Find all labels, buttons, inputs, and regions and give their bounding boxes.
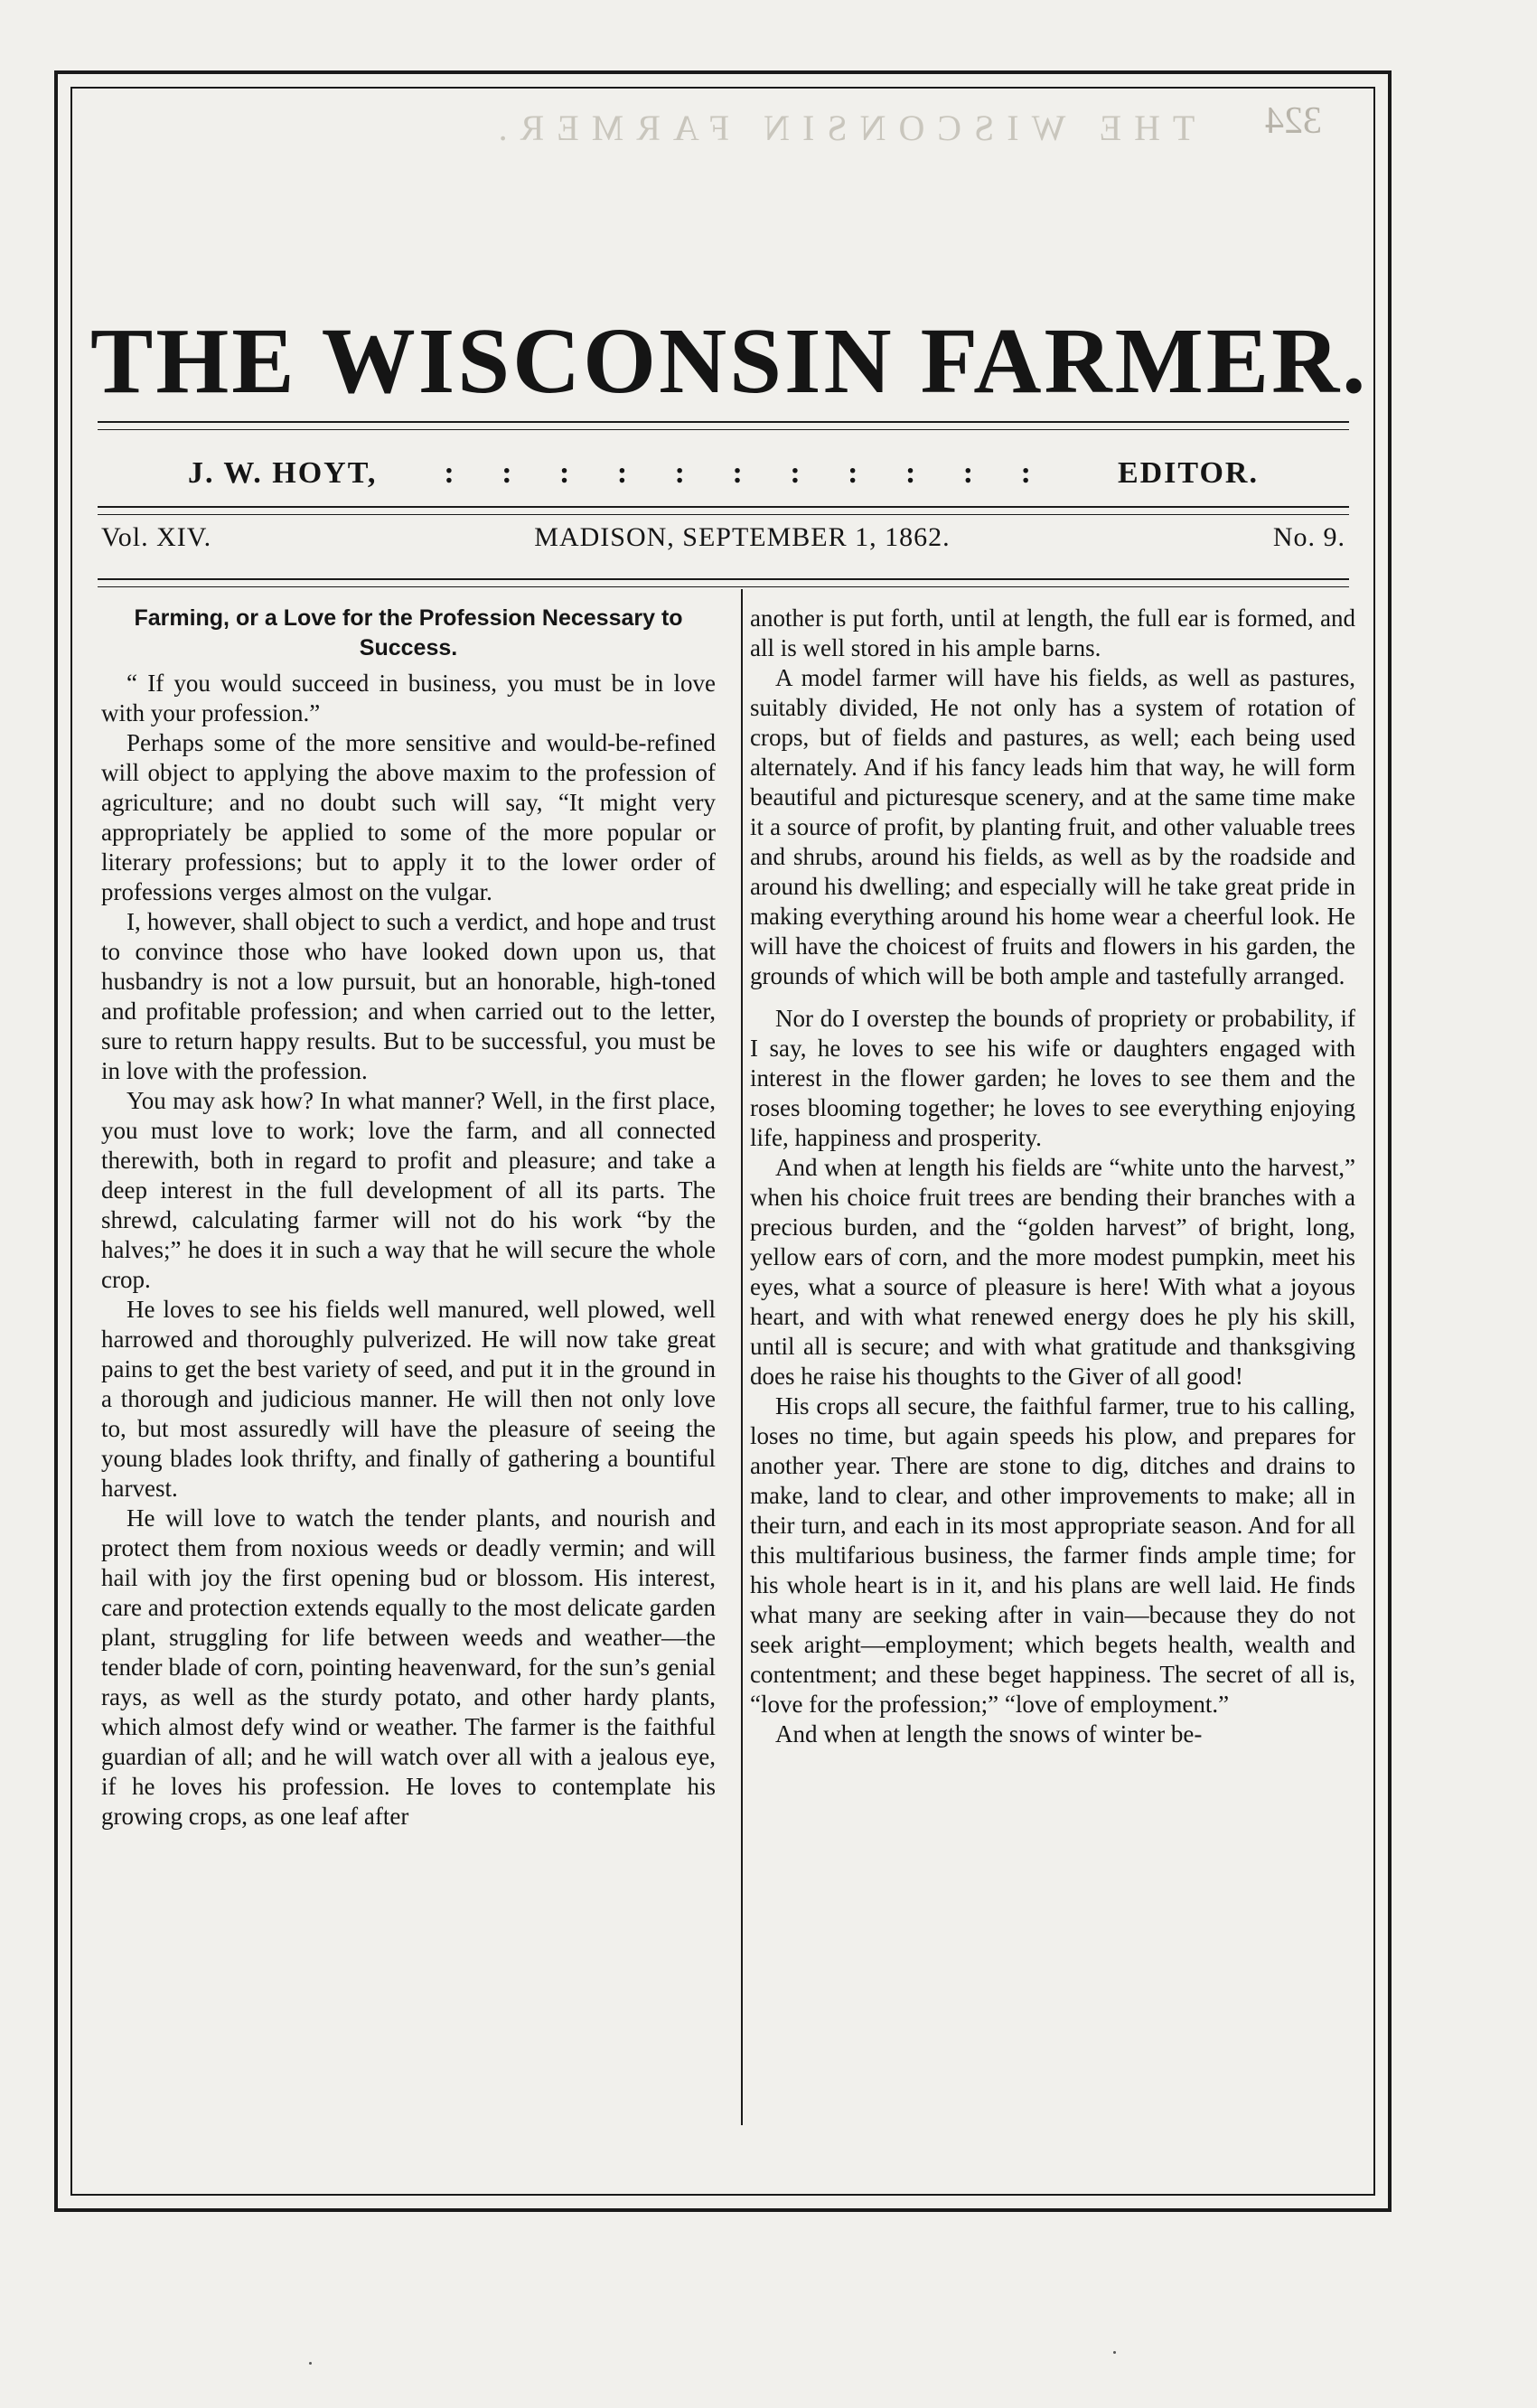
article-paragraph: His crops all secure, the faithful farmer, true to his calling, loses no time, but again speeds his plow, and prepares for another year. There are stone to dig, ditches and drains to make, land to clear, and other improvements to make; all in their turn, and each in its most appropriate season. And for all this multifarious business, the farmer finds ample time; for his whole heart is in it, and his plans are well laid. He finds what many are seeking after in vain—because they do not seek aright—employment; which begets health, wealth and contentment; and these beget happiness. The secret of all is, “love for the profession;” “love of employment.” (750, 1392, 1355, 1718)
editor-name: J. W. HOYT, (188, 456, 378, 490)
editor-title: EDITOR. (1117, 456, 1259, 490)
masthead-rule-top-thin (98, 429, 1349, 430)
volume-label: Vol. XIV. (101, 522, 212, 552)
editor-line (98, 456, 1349, 491)
article-paragraph: “ If you would succeed in business, you must be in love with your profession.” (101, 670, 716, 726)
article-paragraph: another is put forth, until at length, the full ear is formed, and all is well stored in his ample barns. (750, 604, 1355, 661)
editor-rule (98, 506, 1349, 508)
issue-rule-thin (98, 586, 1349, 587)
article-paragraph: And when at length the snows of winter be- (775, 1720, 1203, 1747)
article-paragraph: He will love to watch the tender plants, and nourish and protect them from noxious weeds or deadly vermin; and will hail with joy the first opening bud or blossom. His interest, care and protection extends equally to the most delicate garden plant, struggling for life between weeds and weather—the tender blade of corn, pointing heavenward, for the sun’s genial rays, as well as the sturdy potato, and other hardy plants, which almost defy wind or weather. The farmer is the faithful guardian of all; and he will watch over all with a jealous eye, if he loves his profession. He loves to contemplate his growing crops, as one leaf after (101, 1504, 716, 1830)
article-column-left (101, 604, 716, 1832)
masthead-title: THE WISCONSIN FARMER. (90, 309, 1369, 413)
editor-leader-dots: : : : : : : : : : : : (444, 456, 1051, 490)
article-paragraph: He loves to see his fields well manured, well plowed, well harrowed and thoroughly pulverized. He will now take great pains to get the best variety of seed, and put it in the ground in a thorough and judicious manner. He will then not only love to, but most assuredly will have the pleasure of seeing the young blades look thrifty, and finally of gathering a bountiful harvest. (101, 1296, 716, 1502)
article-column-right (750, 604, 1355, 1749)
article-paragraph: Nor do I overstep the bounds of propriety or probability, if I say, he loves to see his wife or daughters engaged with interest in the flower garden; he loves to see them and the roses blooming together; he loves to see everything enjoying life, happiness and prosperity. (750, 1005, 1355, 1151)
masthead-rule-top (98, 421, 1349, 423)
article-title: Farming, or a Love for the Profession Necessary to Success. (134, 605, 683, 661)
issue-rule (98, 578, 1349, 580)
place-date: MADISON, SEPTEMBER 1, 1862. (534, 522, 951, 552)
article-paragraph: And when at length his fields are “white unto the harvest,” when his choice fruit trees are bending their branches with a precious burden, and the “golden harvest” of bright, long, yellow ears of corn, and the more modest pumpkin, meet his eyes, what a source of pleasure is here! With what a joyous heart, and with what renewed energy does he ply his skill, until all is secure; and with what gratitude and thanksgiving does he raise his thoughts to the Giver of all good! (750, 1154, 1355, 1390)
paper-speck (309, 2362, 312, 2365)
article-paragraph: I, however, shall object to such a verdict, and hope and trust to convince those who have looked down upon us, that husbandry is not a low pursuit, but an honorable, high-toned and profitable profession; and when carried out to the letter, sure to return happy results. But to be successful, you must be in love with the profession. (101, 908, 716, 1084)
bleed-through-page-number: 324 (1265, 100, 1322, 142)
article-paragraph: Perhaps some of the more sensitive and would-be-refined will object to applying the above maxim to the profession of agriculture; and no doubt such will say, “It might very appropriately be applied to some of the more popular or literary professions; but to apply it to the lower order of professions verges almost on the vulgar. (101, 729, 716, 905)
bleed-through-header: THE WISCONSIN FARMER. (485, 108, 1195, 148)
issue-number: No. 9. (1272, 522, 1345, 552)
article-paragraph: A model farmer will have his fields, as well as pastures, suitably divided, He not only has a system of rotation of crops, but of fields and pastures, as well; each being used alternately. And if his fancy leads him that way, he will form beautiful and picturesque scenery, and at the same time make it a source of profit, by planting fruit, and other valuable trees and shrubs, around his fields, as well as by the roadside and around his dwelling; and especially will he take great pride in making everything around his home wear a cheerful look. He will have the choicest of fruits and flowers in his garden, the grounds of which will be both ample and tastefully arranged. (750, 664, 1355, 989)
issue-line (98, 522, 1349, 553)
article-paragraph: You may ask how? In what manner? Well, in the first place, you must love to work; love the farm, and all connected therewith, both in regard to profit and pleasure; and take a deep interest in the full development of all its parts. The shrewd, calculating farmer will not do his work “by the halves;” he does it in such a way that he will secure the whole crop. (101, 1087, 716, 1293)
editor-rule-thin (98, 514, 1349, 515)
paper-speck (1113, 2351, 1116, 2354)
column-divider (741, 589, 743, 2125)
